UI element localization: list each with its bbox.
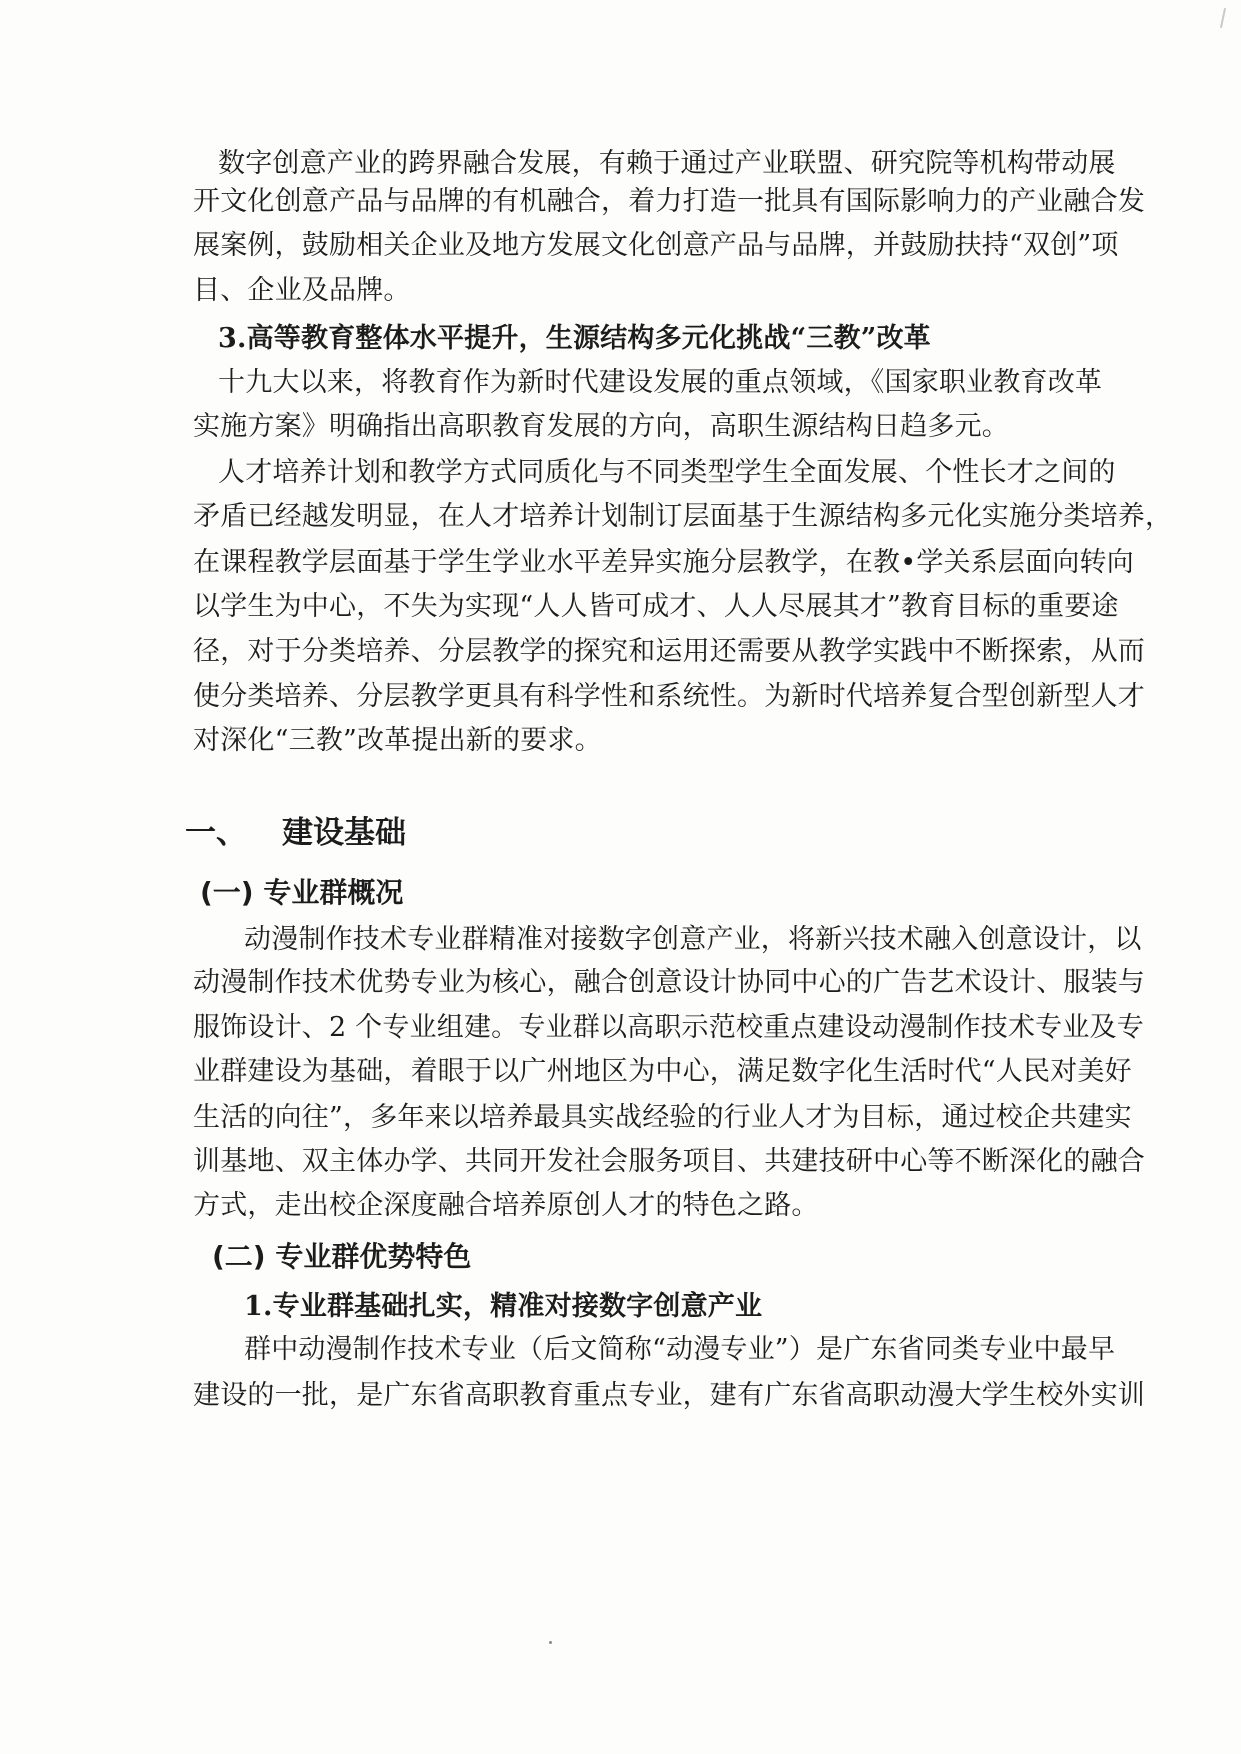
subheading-3: 3.高等教育整体水平提升，生源结构多元化挑战“三教”改革	[218, 323, 931, 354]
subsection-title-1: (一) 专业群概况	[200, 876, 404, 909]
para4-line-2: 动漫制作技术优势专业为核心，融合创意设计协同中心的广告艺术设计、服装与	[193, 967, 1145, 998]
para4-line-4: 业群建设为基础，着眼于以广州地区为中心，满足数字化生活时代“人民对美好	[193, 1056, 1132, 1087]
para3-line-6: 使分类培养、分层教学更具有科学性和系统性。为新时代培养复合型创新型人才	[193, 681, 1145, 712]
para2-line-2: 实施方案》明确指出高职教育发展的方向，高职生源结构日趋多元。	[193, 411, 1009, 442]
subheading-1: 1.专业群基础扎实，精准对接数字创意产业	[244, 1291, 763, 1322]
para1-line-2: 开文化创意产品与品牌的有机融合，着力打造一批具有国际影响力的产业融合发	[193, 186, 1145, 217]
para2-line-1: 十九大以来，将教育作为新时代建设发展的重点领域，《国家职业教育改革	[218, 367, 1103, 398]
para3-line-2: 矛盾已经越发明显，在人才培养计划制订层面基于生源结构多元化实施分类培养，	[193, 501, 1173, 532]
section-title: 建设基础	[282, 815, 406, 851]
subsection-title-2: (二) 专业群优势特色	[212, 1240, 472, 1273]
para4-line-3: 服饰设计、2 个专业组建。专业群以高职示范校重点建设动漫制作技术专业及专	[193, 1012, 1144, 1043]
para3-line-5: 径，对于分类培养、分层教学的探究和运用还需要从教学实践中不断探索，从而	[193, 636, 1145, 667]
para3-line-7: 对深化“三教”改革提出新的要求。	[193, 725, 602, 756]
scan-corner-mark	[1220, 8, 1226, 28]
para4-line-1: 动漫制作技术专业群精准对接数字创意产业，将新兴技术融入创意设计，以	[244, 924, 1142, 955]
para5-line-1: 群中动漫制作技术专业（后文简称“动漫专业”）是广东省同类专业中最早	[244, 1334, 1116, 1365]
para4-line-5: 生活的向往”，多年来以培养最具实战经验的行业人才为目标，通过校企共建实	[193, 1102, 1132, 1133]
para1-line-1: 数字创意产业的跨界融合发展，有赖于通过产业联盟、研究院等机构带动展	[218, 148, 1116, 179]
para5-line-2: 建设的一批，是广东省高职教育重点专业，建有广东省高职动漫大学生校外实训	[193, 1380, 1145, 1411]
scan-dot	[549, 1641, 552, 1644]
para3-line-4: 以学生为中心，不失为实现“人人皆可成才、人人尽展其才”教育目标的重要途	[193, 591, 1119, 622]
para3-line-3: 在课程教学层面基于学生学业水平差异实施分层教学，在教•学关系层面向转向	[193, 547, 1134, 578]
para1-line-3: 展案例，鼓励相关企业及地方发展文化创意产品与品牌，并鼓励扶持“双创”项	[193, 230, 1119, 261]
para3-line-1: 人才培养计划和教学方式同质化与不同类型学生全面发展、个性长才之间的	[218, 457, 1116, 488]
para1-line-4: 目、企业及品牌。	[193, 275, 411, 306]
section-number: 一、	[185, 815, 247, 851]
para4-line-7: 方式，走出校企深度融合培养原创人才的特色之路。	[193, 1190, 819, 1221]
para4-line-6: 训基地、双主体办学、共同开发社会服务项目、共建技研中心等不断深化的融合	[193, 1146, 1145, 1177]
